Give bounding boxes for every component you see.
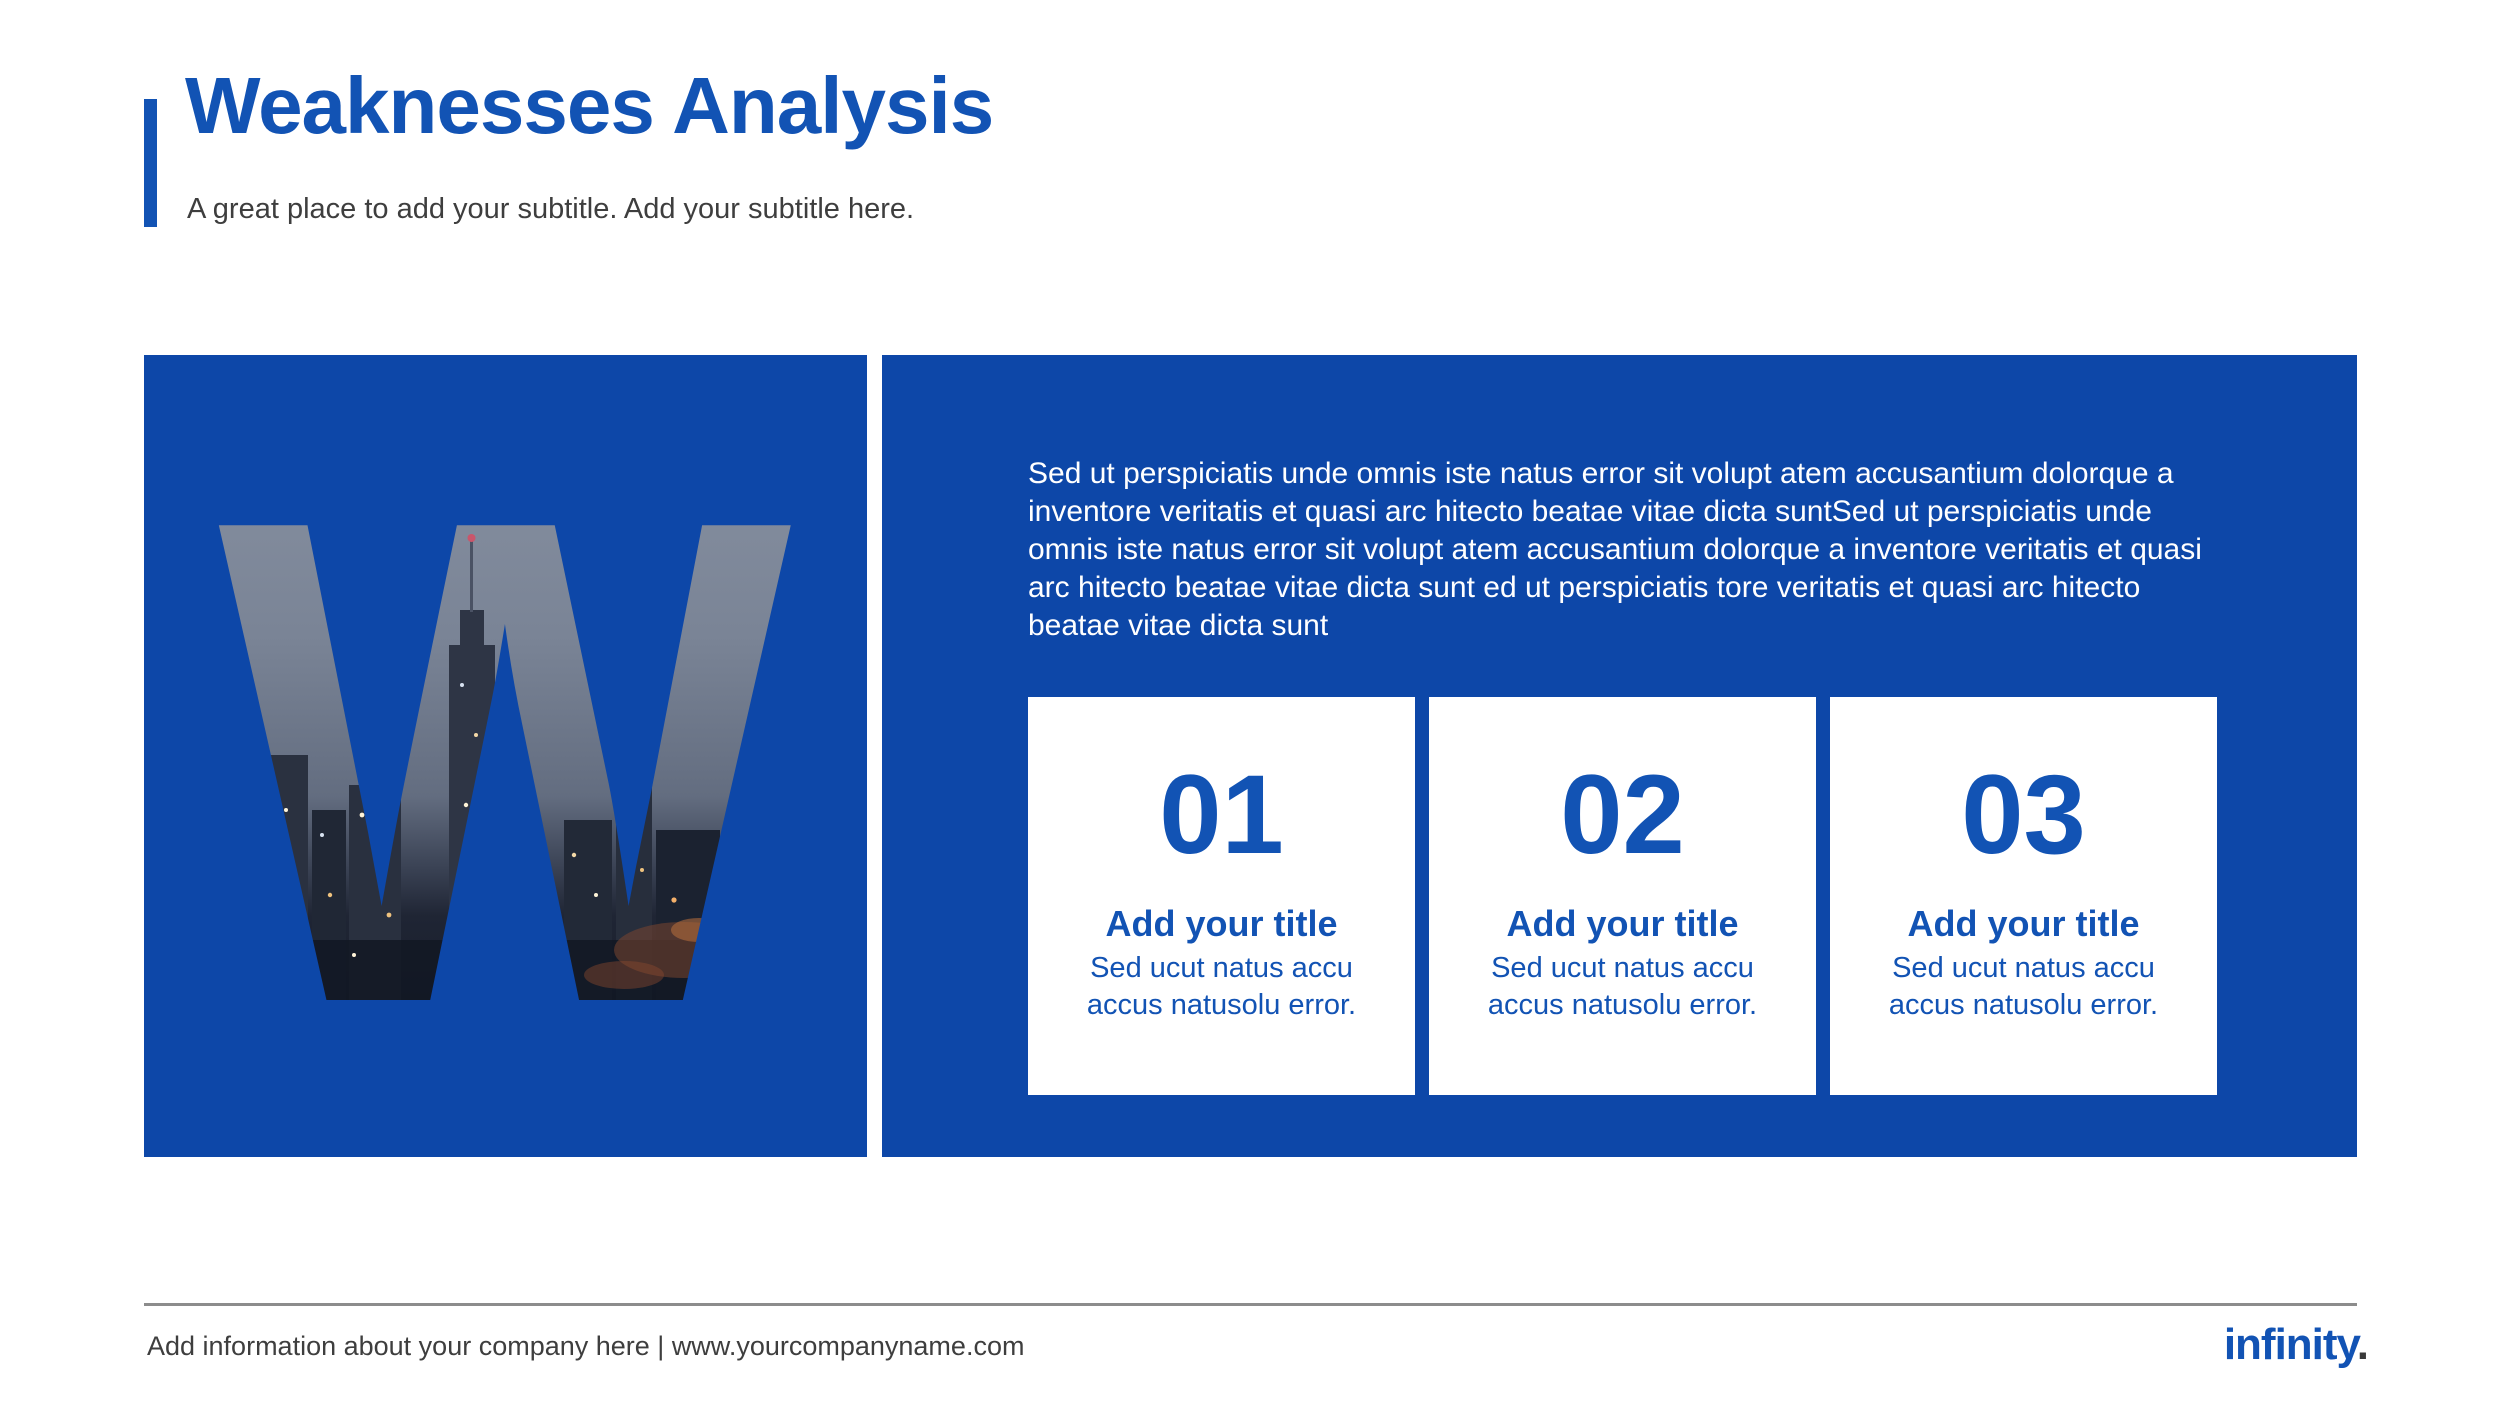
card-number: 02 [1560,752,1685,877]
card-description: Sed ucut natus accu accus natusolu error. [1487,952,1758,1022]
card-02 [1429,697,1816,1095]
cards-row [1028,697,2217,1095]
body-paragraph: Sed ut perspiciatis unde omnis iste natus error sit volupt atem accusantium dolorque a inventore veritatis et quasi arc hitecto beatae vitae dicta suntSed ut perspiciatis unde omnis iste natus error sit volupt atem accusantium dolorque a inventore veritatis et quasi arc hitecto beatae vitae dicta sunt ed ut perspiciatis tore veritatis et quasi arc hitecto beatae vitae dicta sunt [1028,457,2202,642]
card-description: Sed ucut natus accu accus natusolu error. [1888,952,2159,1022]
footer-company-info: Add information about your company here | www.yourcompanyname.com [147,1331,1025,1361]
card-03 [1830,697,2217,1095]
footer-divider [144,1303,2357,1306]
card-title: Add your title [1907,903,2140,944]
left-image-panel [144,355,867,1157]
card-number: 01 [1159,752,1284,877]
company-logo [2224,1320,2368,1370]
right-content-panel [882,355,2357,1157]
card-title: Add your title [1506,903,1739,944]
city-night-scene [144,355,867,1157]
card-description: Sed ucut natus accu accus natusolu error. [1086,952,1357,1022]
page-subtitle: A great place to add your subtitle. Add your subtitle here. [187,193,915,225]
card-title: Add your title [1105,903,1338,944]
logo-dot: . [2356,1320,2368,1369]
letter-w-photo-mask [144,355,867,1157]
page-title: Weaknesses Analysis [185,61,994,150]
card-01 [1028,697,1415,1095]
logo-text: infinity [2223,1320,2357,1369]
card-number: 03 [1961,752,2086,877]
title-accent-bar [144,99,157,227]
